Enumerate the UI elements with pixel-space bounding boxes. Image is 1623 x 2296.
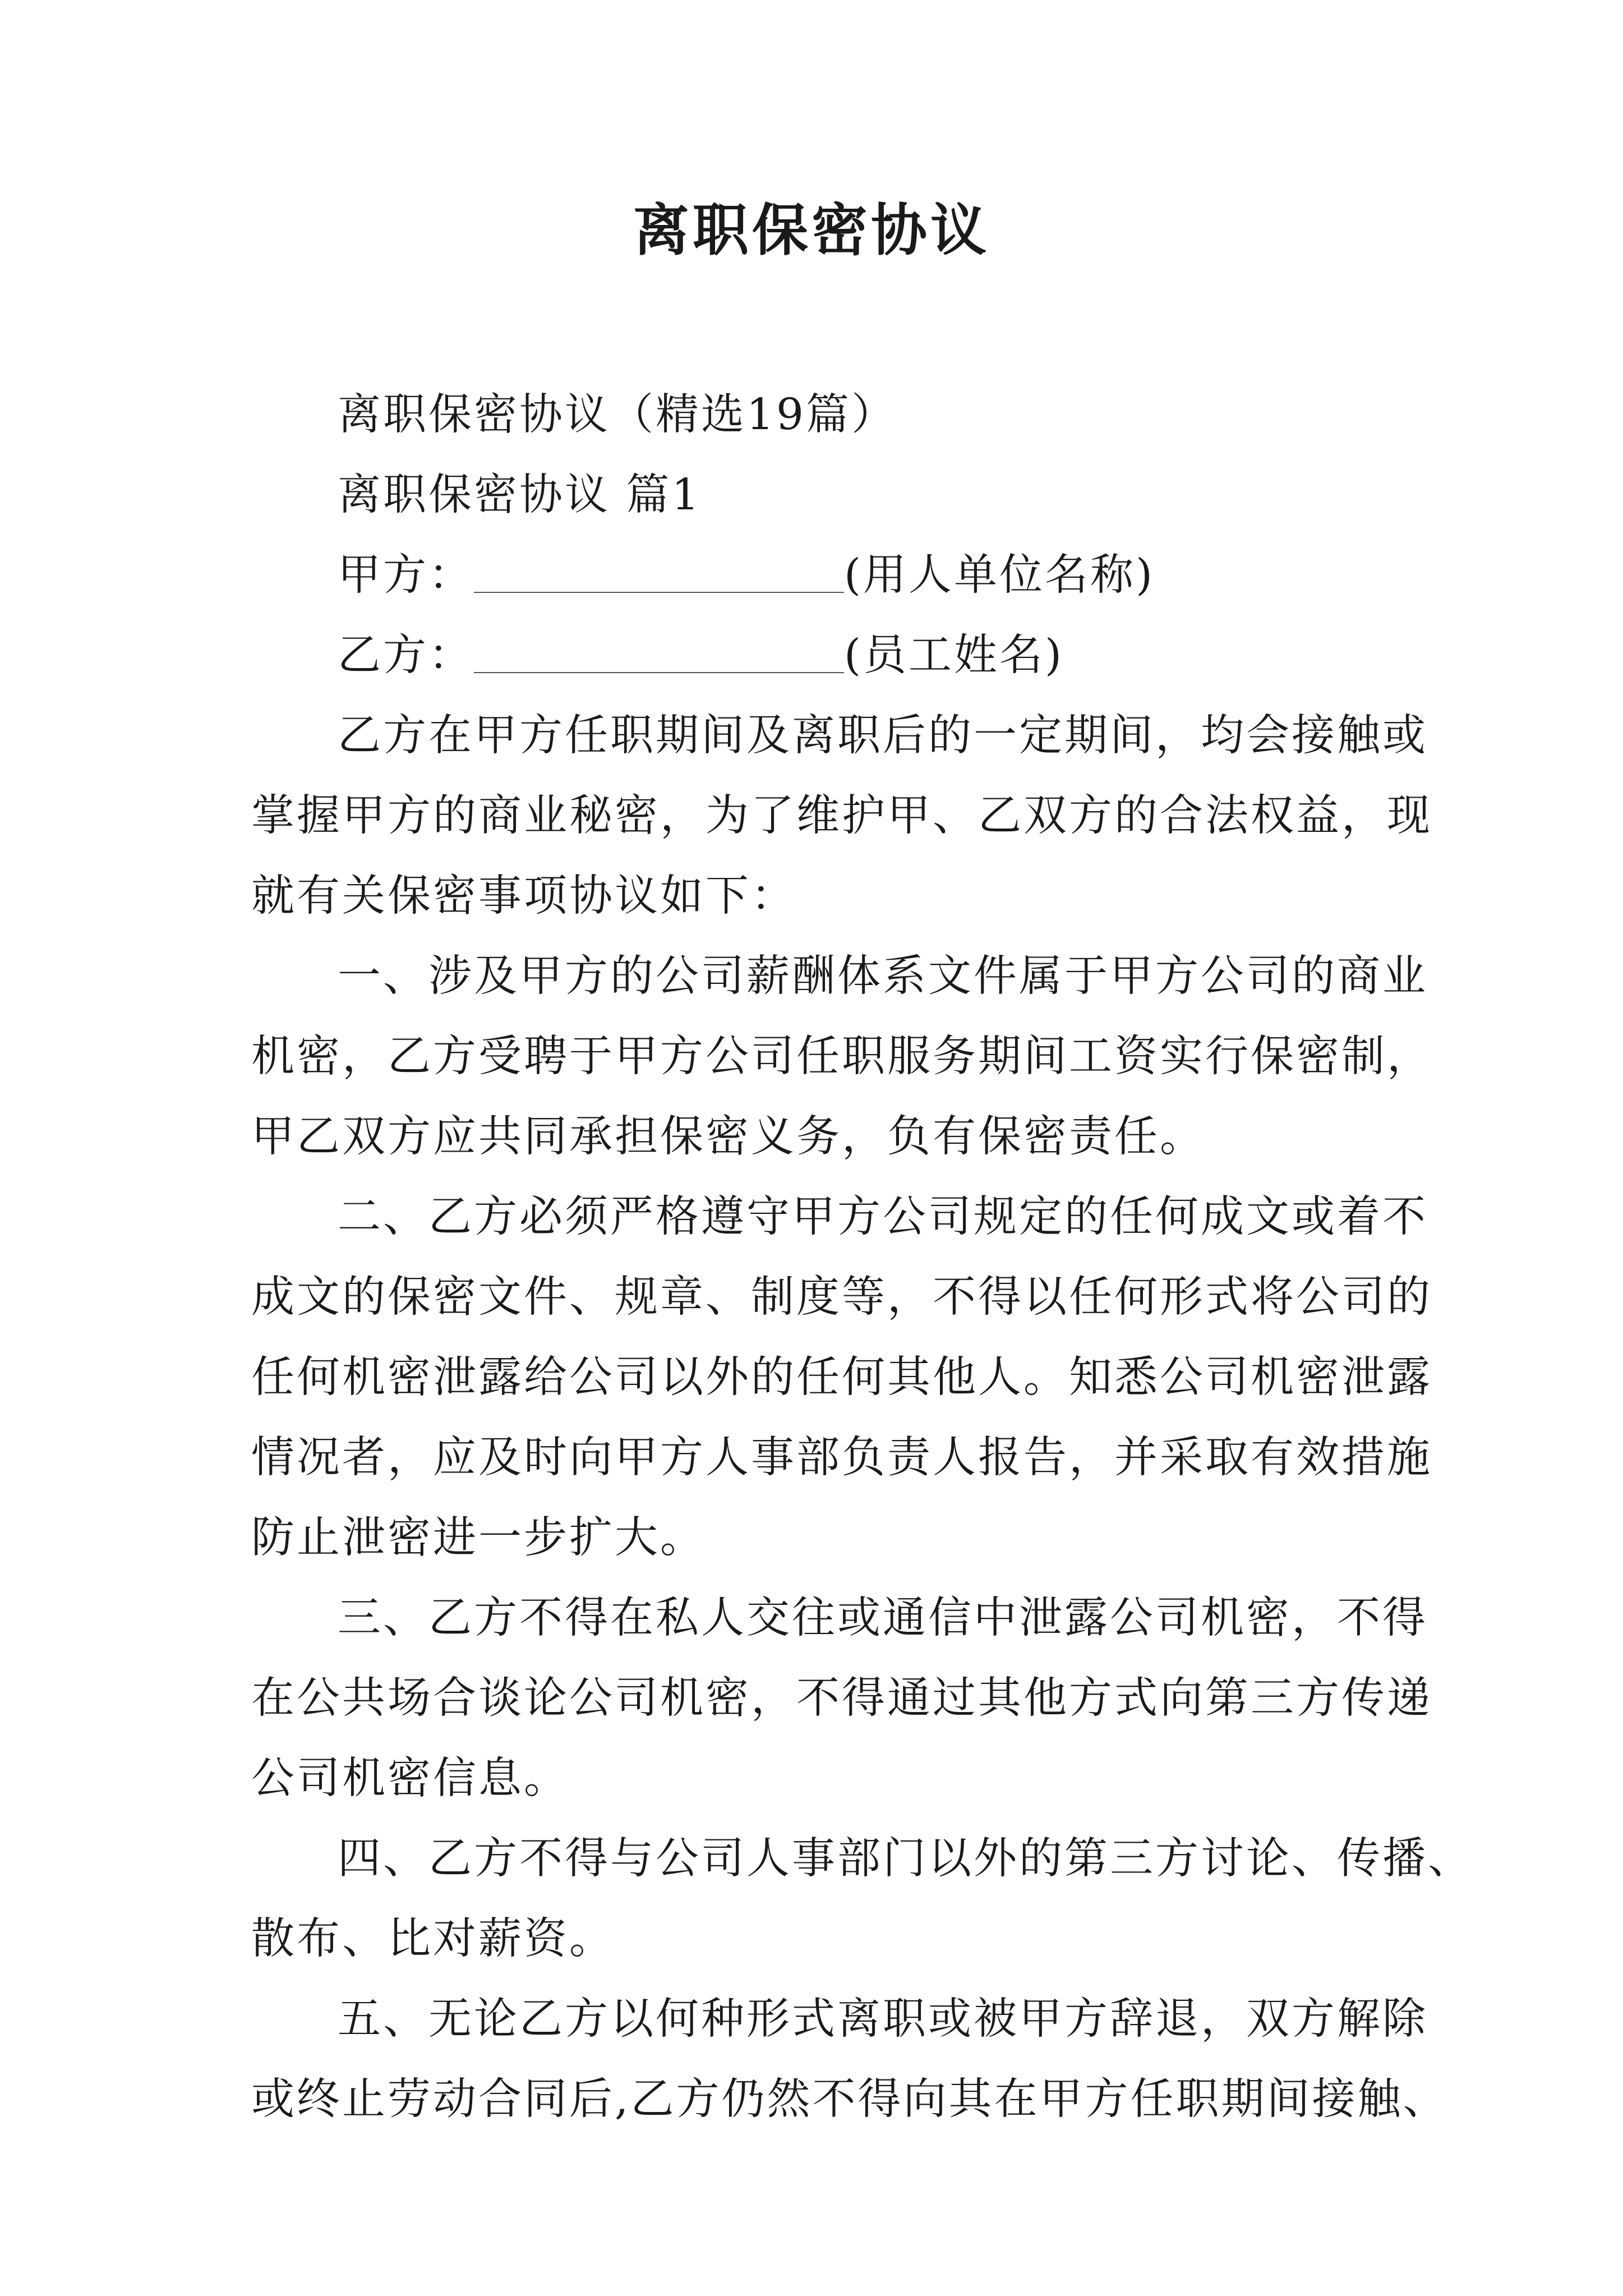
body-line: 就有关保密事项协议如下： — [251, 871, 796, 921]
party-a-label: 甲方： — [338, 550, 474, 600]
section-heading: 离职保密协议 篇1 — [338, 470, 702, 520]
document-title: 离职保密协议 — [633, 197, 990, 263]
party-b-blank-line — [474, 638, 844, 673]
party-a-row — [251, 535, 1378, 615]
body-line: 三、乙方不得在私人交往或通信中泄露公司机密，不得 — [338, 1593, 1428, 1643]
body-line: 任何机密泄露给公司以外的任何其他人。知悉公司机密泄露 — [251, 1352, 1432, 1402]
body-line: 甲乙双方应共同承担保密义务，负有保密责任。 — [251, 1112, 1205, 1162]
body-line: 成文的保密文件、规章、制度等，不得以任何形式将公司的 — [251, 1272, 1432, 1322]
body-line: 机密，乙方受聘于甲方公司任职服务期间工资实行保密制， — [251, 1032, 1432, 1082]
body-line: 五、无论乙方以何种形式离职或被甲方辞退，双方解除 — [338, 1994, 1428, 2044]
body-line: 或终止劳动合同后,乙方仍然不得向其在甲方任职期间接触、 — [251, 2074, 1449, 2124]
document-subtitle: 离职保密协议（精选19篇） — [338, 390, 897, 440]
body-line: 公司机密信息。 — [251, 1754, 569, 1803]
body-line: 一、涉及甲方的公司薪酬体系文件属于甲方公司的商业 — [338, 951, 1428, 1001]
party-a-blank-line — [474, 558, 844, 593]
body-line: 掌握甲方的商业秘密，为了维护甲、乙双方的合法权益，现 — [251, 791, 1432, 841]
body-line: 防止泄密进一步扩大。 — [251, 1513, 706, 1563]
body-line: 在公共场合谈论公司机密，不得通过其他方式向第三方传递 — [251, 1673, 1432, 1723]
document-body — [251, 375, 1473, 2139]
party-b-hint: (员工姓名) — [844, 631, 1064, 680]
party-b-row — [251, 615, 1378, 696]
body-line: 二、乙方必须严格遵守甲方公司规定的任何成文或着不 — [338, 1192, 1428, 1242]
body-line: 乙方在甲方任职期间及离职后的一定期间，均会接触或 — [338, 711, 1428, 761]
body-line: 散布、比对薪资。 — [251, 1914, 615, 1964]
body-paragraphs — [251, 696, 1473, 2139]
body-line: 情况者，应及时向甲方人事部负责人报告，并采取有效措施 — [251, 1433, 1432, 1483]
party-a-hint: (用人单位名称) — [844, 550, 1155, 600]
body-line: 四、乙方不得与公司人事部门以外的第三方讨论、传播、 — [338, 1834, 1473, 1884]
party-b-label: 乙方： — [338, 631, 474, 680]
